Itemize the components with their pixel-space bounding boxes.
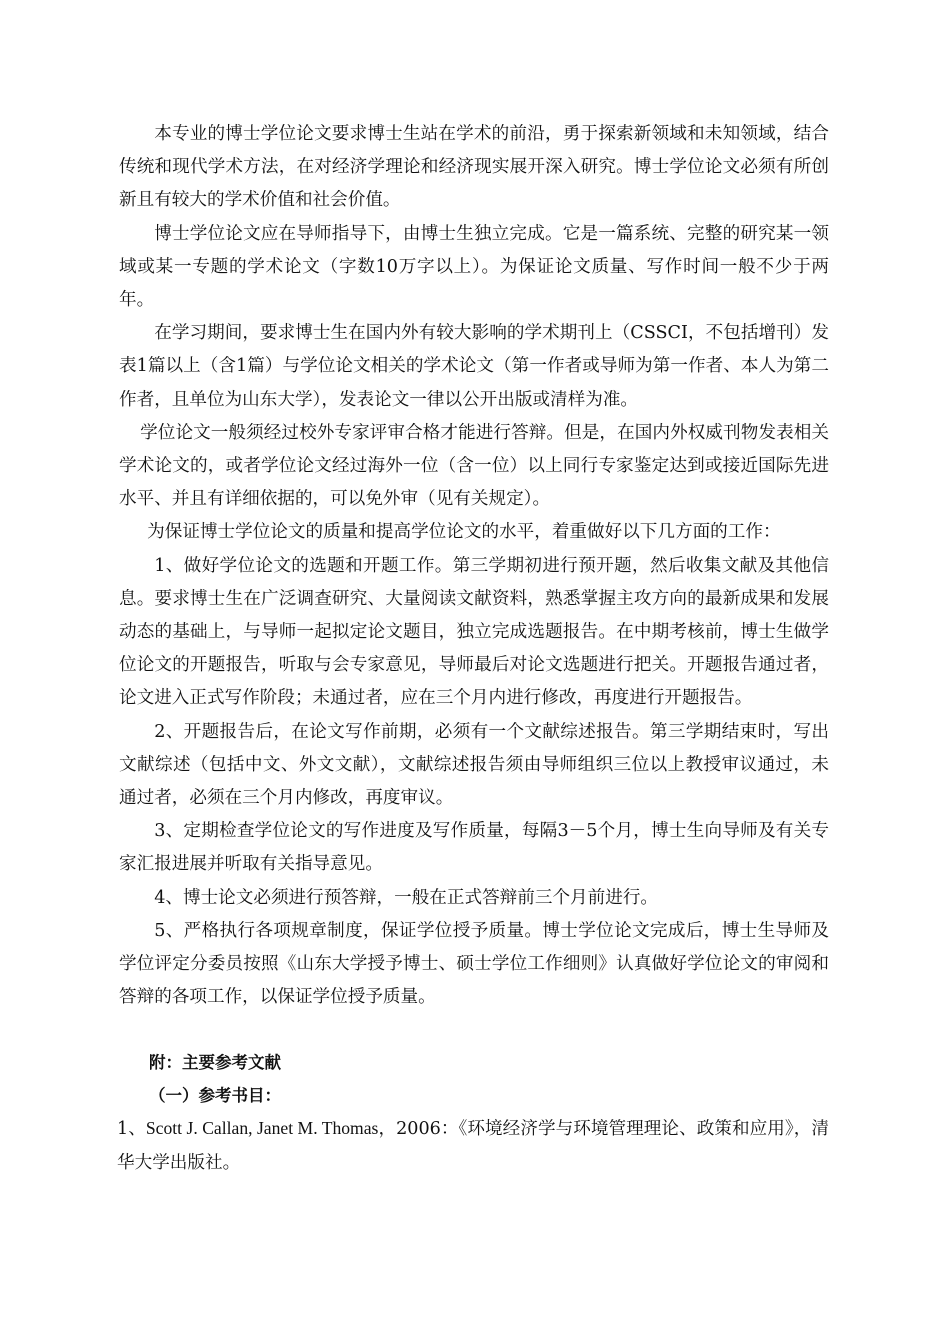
list-item-progress-check: 3、定期检查学位论文的写作进度及写作质量，每隔3－5个月，博士生向导师及有关专家汇报进展并听取有关指导意见。 (119, 821, 829, 875)
reference-title: 《环境经济学与环境管理理论、政策和应用》 (458, 1119, 794, 1140)
reference-year: ，2006： (378, 1119, 459, 1140)
document-page (119, 118, 829, 1180)
bibliography-subheading: （一）参考书目： (149, 1086, 281, 1106)
list-item-topic-selection: 1、做好学位论文的选题和开题工作。第三学期初进行预开题，然后收集文献及其他信息。要求博士生在广泛调查研究、大量阅读文献资料，熟悉掌握主攻方向的最新成果和发展动态的基础上，与导师一起拟定论文题目，独立完成选题报告。在中期考核前，博士生做学位论文的开题报告，听取与会专家意见，导师最后对论文选题进行把关。开题报告通过者，论文进入正式写作阶段；未通过者，应在三个月内进行修改，再度进行开题报告。 (119, 555, 829, 709)
reference-authors: Scott J. Callan, Janet M. Thomas (145, 1118, 379, 1139)
paragraph-thesis-requirements: 博士学位论文应在导师指导下，由博士生独立完成。它是一篇系统、完整的研究某一领域或某一专题的学术论文（字数10万字以上）。为保证论文质量、写作时间一般不少于两年。 (119, 223, 829, 311)
list-item-pre-defense: 4、博士论文必须进行预答辩，一般在正式答辩前三个月前进行。 (154, 887, 659, 908)
appendix-heading: 附：主要参考文献 (149, 1053, 281, 1073)
list-item-regulations: 5、严格执行各项规章制度，保证学位授予质量。博士学位论文完成后，博士生导师及学位评定分委员按照《山东大学授予博士、硕士学位工作细则》认真做好学位论文的审阅和答辩的各项工作，以保证学位授予质量。 (119, 920, 829, 1008)
paragraph-intro: 本专业的博士学位论文要求博士生站在学术的前沿，勇于探索新领域和未知领域，结合传统和现代学术方法，在对经济学理论和经济现实展开深入研究。博士学位论文必须有所创新且有较大的学术价值和社会价值。 (119, 124, 829, 211)
paragraph-external-review: 学位论文一般须经过校外专家评审合格才能进行答辩。但是，在国内外权威刊物发表相关学术论文的，或者学位论文经过海外一位（含一位）以上同行专家鉴定达到或接近国际先进水平、并且有详细依据的，可以免外审（见有关规定）。 (119, 422, 829, 510)
list-item-literature-review: 2、开题报告后，在论文写作前期，必须有一个文献综述报告。第三学期结束时，写出文献综述（包括中文、外文文献），文献综述报告须由导师组织三位以上教授审议通过，未通过者，必须在三个月内修改，再度审议。 (119, 721, 829, 809)
reference-publisher: ，清华大学出版社。 (117, 1119, 829, 1173)
paragraph-publication-requirements: 在学习期间，要求博士生在国内外有较大影响的学术期刊上（CSSCI，不包括增刊）发表1篇以上（含1篇）与学位论文相关的学术论文（第一作者或导师为第一作者、本人为第二作者，且单位为山东大学），发表论文一律以公开出版或清样为准。 (119, 323, 829, 410)
section-spacer (119, 1014, 829, 1046)
reference-number: 1、 (117, 1119, 146, 1140)
paragraph-quality-measures: 为保证博士学位论文的质量和提高学位论文的水平，着重做好以下几方面的工作： (147, 522, 781, 543)
reference-item (117, 1112, 829, 1179)
